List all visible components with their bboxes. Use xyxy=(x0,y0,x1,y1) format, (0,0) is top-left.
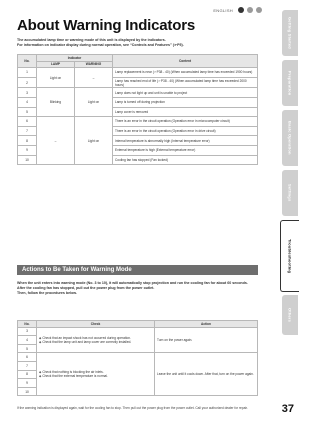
row-no: 7 xyxy=(18,126,37,136)
check-cell xyxy=(37,353,155,396)
row-no: 10 xyxy=(18,387,37,396)
tab-label: Preparation xyxy=(287,70,293,96)
row-no: 9 xyxy=(18,145,37,155)
language-dot-icon xyxy=(256,7,262,13)
row-content: There is an error in the circuit operation (Operation error in drive circuit) xyxy=(113,126,258,136)
row-no: 6 xyxy=(18,117,37,127)
row-content: Lamp replacement is near (☞P38 - 40) (When accumulated lamp time has exceeded 1900 hours) xyxy=(113,68,258,78)
tab-others[interactable] xyxy=(282,295,298,335)
row-content: Internal temperature is abnormally high (Internal temperature error) xyxy=(113,136,258,146)
intro-line-1: The accumulated lamp time or warning mode of this unit is displayed by the indicators. xyxy=(17,38,166,42)
intro-line-2: For information on indicator display during normal operation, see “Controls and Features” (☞P5). xyxy=(17,43,184,47)
tab-basic-operation[interactable] xyxy=(282,110,298,166)
row-no: 10 xyxy=(18,155,37,165)
action-table xyxy=(17,320,258,396)
table-row xyxy=(18,88,258,98)
lamp-state: Light on xyxy=(37,68,75,88)
row-no: 9 xyxy=(18,379,37,388)
row-content: Cooling fan has stopped (Fan locked) xyxy=(113,155,258,165)
check-text: Check that nothing is blocking the air inlets. xyxy=(42,370,104,375)
action-cell: Leave the unit until it cools down. After that, turn on the power again. xyxy=(155,353,258,396)
row-no: 1 xyxy=(18,68,37,78)
col-check: Check xyxy=(37,321,155,328)
col-content: Content xyxy=(113,55,258,68)
tab-label: Getting Started xyxy=(287,17,293,49)
section-line-2: After the cooling fan has stopped, pull out the power plug from the power outlet. xyxy=(17,286,155,290)
warning-state: Light on xyxy=(75,117,113,165)
bullet-icon: ◆ xyxy=(39,374,42,379)
row-no: 3 xyxy=(18,327,37,336)
lamp-state: – xyxy=(37,117,75,165)
row-no: 8 xyxy=(18,370,37,379)
bullet-icon: ◆ xyxy=(39,370,42,375)
col-indicator: Indicator xyxy=(37,55,113,62)
table-row xyxy=(18,68,258,78)
language-indicator xyxy=(213,7,262,13)
row-no: 4 xyxy=(18,336,37,345)
section-line-1: When the unit enters into warning mode (No. 3 to 10), it will automatically stop projection and run the cooling fan for about 60 seconds. xyxy=(17,281,248,285)
tab-preparation[interactable] xyxy=(282,60,298,106)
row-no: 7 xyxy=(18,361,37,370)
page-number: 37 xyxy=(281,403,294,415)
row-content: Lamp has reached end of life (☞P38 - 40) (When accumulated lamp time has exceeded 2000 hours) xyxy=(113,77,258,88)
col-lamp: LAMP xyxy=(37,61,75,68)
table-row xyxy=(18,117,258,127)
indicator-table xyxy=(17,54,258,165)
row-no: 5 xyxy=(18,344,37,353)
language-label: ENGLISH xyxy=(213,7,233,13)
tab-label: Basic Operation xyxy=(287,121,293,155)
tab-troubleshooting[interactable] xyxy=(280,220,299,292)
table-row xyxy=(18,327,258,336)
section-heading: Actions to Be Taken for Warning Mode xyxy=(22,266,132,273)
row-content: Lamp does not light up and unit is unable to project xyxy=(113,88,258,98)
warning-state: – xyxy=(75,68,113,88)
row-no: 6 xyxy=(18,353,37,362)
row-content: Lamp cover is removed xyxy=(113,107,258,117)
col-no: No. xyxy=(18,55,37,68)
tab-label: Troubleshooting xyxy=(287,238,293,274)
col-action: Action xyxy=(155,321,258,328)
row-no: 4 xyxy=(18,97,37,107)
warning-state: Light on xyxy=(75,88,113,117)
bullet-icon: ◆ xyxy=(39,339,42,344)
chapter-tabs xyxy=(278,10,300,390)
language-dot-icon xyxy=(247,7,253,13)
check-item xyxy=(39,340,152,344)
row-no: 5 xyxy=(18,107,37,117)
row-no: 8 xyxy=(18,136,37,146)
action-cell: Turn on the power again. xyxy=(155,327,258,353)
tab-label: Settings xyxy=(287,184,293,202)
check-text: Check that an impact shock has not occurred during operation. xyxy=(42,335,131,340)
row-no: 3 xyxy=(18,88,37,98)
lamp-state: Blinking xyxy=(37,88,75,117)
section-banner xyxy=(17,265,258,275)
row-content: Lamp is turned off during projection xyxy=(113,97,258,107)
section-line-3: Then, follow the procedures below. xyxy=(17,291,77,295)
row-content: External temperature is high (External temperature error) xyxy=(113,145,258,155)
bullet-icon: ◆ xyxy=(39,335,42,340)
tab-label: Others xyxy=(287,307,293,323)
footnote: If the warning indication is displayed again, wait for the cooling fan to stop. Then pull out the power plug from the power outlet. Call your authorized dealer for repair. xyxy=(17,406,248,410)
col-warning: WARNING xyxy=(75,61,113,68)
check-text: Check that the external temperature is normal. xyxy=(42,374,108,379)
intro-text xyxy=(17,38,257,48)
language-dot-active-icon xyxy=(238,7,244,13)
row-no: 2 xyxy=(18,77,37,88)
tab-getting-started[interactable] xyxy=(282,10,298,56)
section-body xyxy=(17,281,258,296)
table-row xyxy=(18,353,258,362)
check-text: Check that the lamp unit and lamp cover are correctly installed. xyxy=(42,339,132,344)
col-no: No. xyxy=(18,321,37,328)
check-item xyxy=(39,374,152,378)
row-content: There is an error in the circuit operation (Operation error in microcomputer circuit) xyxy=(113,117,258,127)
check-cell xyxy=(37,327,155,353)
page-title: About Warning Indicators xyxy=(17,17,195,34)
tab-settings[interactable] xyxy=(282,170,298,216)
